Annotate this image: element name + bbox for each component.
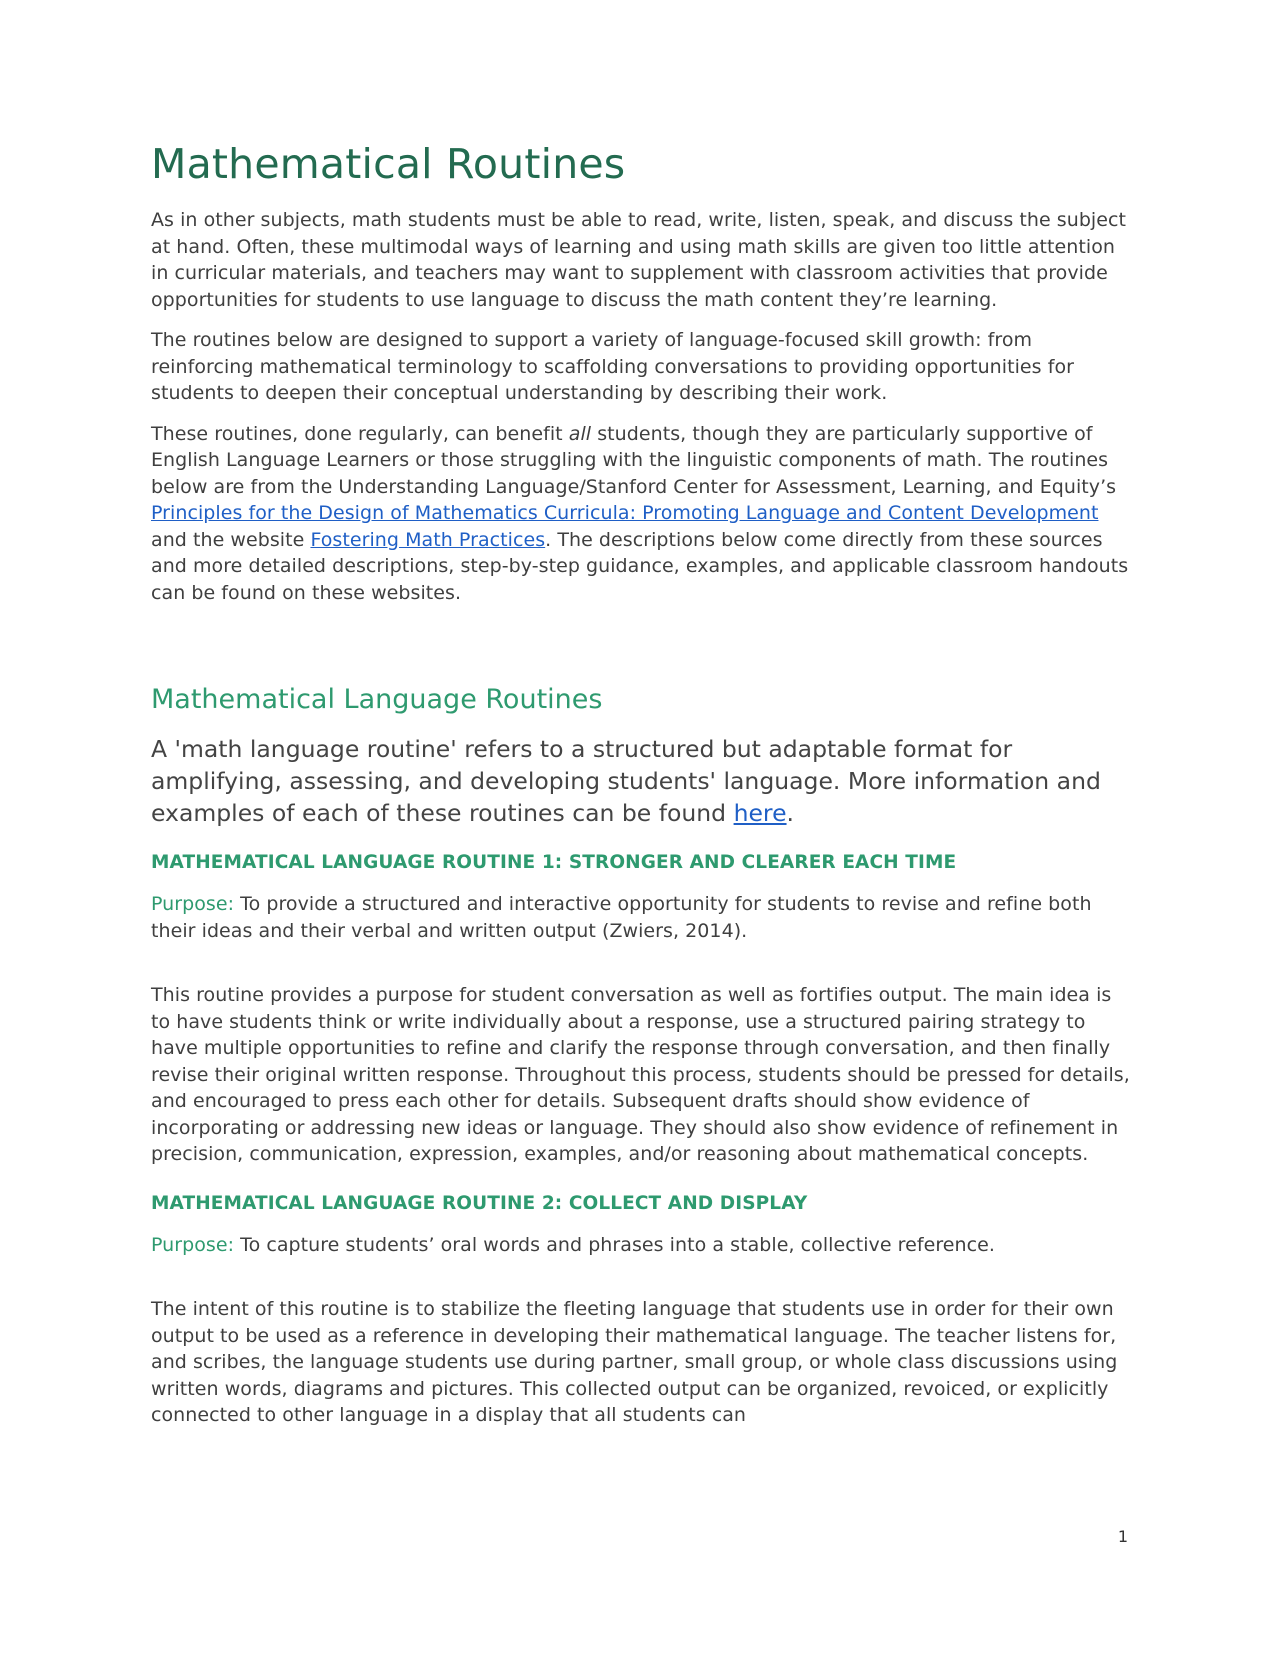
intro-p3-text-c: and the website: [151, 528, 311, 551]
routine-2-purpose-text: To capture students’ oral words and phrases into a stable, collective reference.: [234, 1233, 995, 1256]
intro-paragraph-1: As in other subjects, math students must be able to read, write, listen, speak, and discuss the subject at hand. Often, these multimodal ways of learning and using math skills are given too little attention in curricular materials, and teachers may want to supplement with classroom activities that provide opportunities for students to use language to discuss the math content they’re learning.: [151, 209, 1126, 311]
section-spacer: [151, 620, 1131, 682]
intro-p3-text-a: These routines, done regularly, can benefit: [151, 422, 569, 445]
routine-2-purpose: [151, 1232, 1131, 1259]
intro-paragraph-2: The routines below are designed to support a variety of language-focused skill growth: from reinforcing mathematical terminology to scaffolding conversations to providing opportunities for students to deepen their conceptual understanding by describing their work.: [151, 329, 1074, 405]
routine-1-purpose-label: Purpose:: [151, 893, 235, 916]
routine-1-purpose-text: To provide a structured and interactive opportunity for students to revise and refine both their ideas and their verbal and written output (Zwiers, 2014).: [151, 893, 1092, 942]
routine-1-body: This routine provides a purpose for student conversation as well as fortifies output. The main idea is to have students think or write individually about a response, use a structured pairing strategy to have multiple opportunities to refine and clarify the response through conversation, and then finally revise their original written response. Throughout this process, students should be pressed for details, and encouraged to press each other for details. Subsequent drafts should show evidence of incorporating or addressing new ideas or language. They should also show evidence of refinement in precision, communication, expression, examples, and/or reasoning about mathematical concepts.: [151, 984, 1130, 1166]
document-page: [151, 140, 1131, 1443]
section-lead-text-b: .: [786, 799, 795, 828]
routine-2-purpose-label: Purpose:: [151, 1233, 235, 1256]
paragraph-gap: [151, 958, 1131, 982]
intro-p3-text-b: students, though they are particularly supportive of English Language Learners or those struggling with the linguistic components of math. The routines below are from the Understanding Language/Stanford Center for Assessment, Learning, and Equity’s: [151, 422, 1117, 498]
routine-2-body: The intent of this routine is to stabilize the fleeting language that students use in order for their own output to be used as a reference in developing their mathematical language. The teacher listens for, and scribes, the language students use during partner, small group, or whole class discussions using written words, diagrams and pictures. This collected output can be organized, revoiced, or explicitly connected to other language in a display that all students can: [151, 1298, 1118, 1427]
intro-paragraph-3: [151, 421, 1131, 607]
fostering-math-practices-link[interactable]: Fostering Math Practices: [310, 528, 546, 551]
page-title: Mathematical Routines: [151, 140, 626, 188]
routine-1-heading: MATHEMATICAL LANGUAGE ROUTINE 1: STRONGER AND CLEARER EACH TIME: [151, 852, 957, 874]
routine-1-purpose: [151, 891, 1131, 944]
principles-design-link[interactable]: Principles for the Design of Mathematics Curricula: Promoting Language and Content Development: [151, 502, 1099, 525]
intro-p3-emphasis: all: [568, 422, 592, 445]
routine-2-heading: MATHEMATICAL LANGUAGE ROUTINE 2: COLLECT AND DISPLAY: [151, 1192, 808, 1214]
intro-p3-text-d: . The descriptions below come directly from these sources and more detailed descriptions, step-by-step guidance, examples, and applicable classroom handouts can be found on these websites.: [151, 528, 1129, 604]
section-lead-text-a: A 'math language routine' refers to a structured but adaptable format for amplifying, assessing, and developing students' language. More information and examples of each of these routines can be found: [151, 735, 1101, 828]
paragraph-gap: [151, 1272, 1131, 1296]
page-number: 1: [1117, 1527, 1128, 1546]
here-link[interactable]: here: [733, 799, 787, 828]
section-heading: Mathematical Language Routines: [151, 684, 603, 716]
section-lead: [151, 733, 1131, 829]
